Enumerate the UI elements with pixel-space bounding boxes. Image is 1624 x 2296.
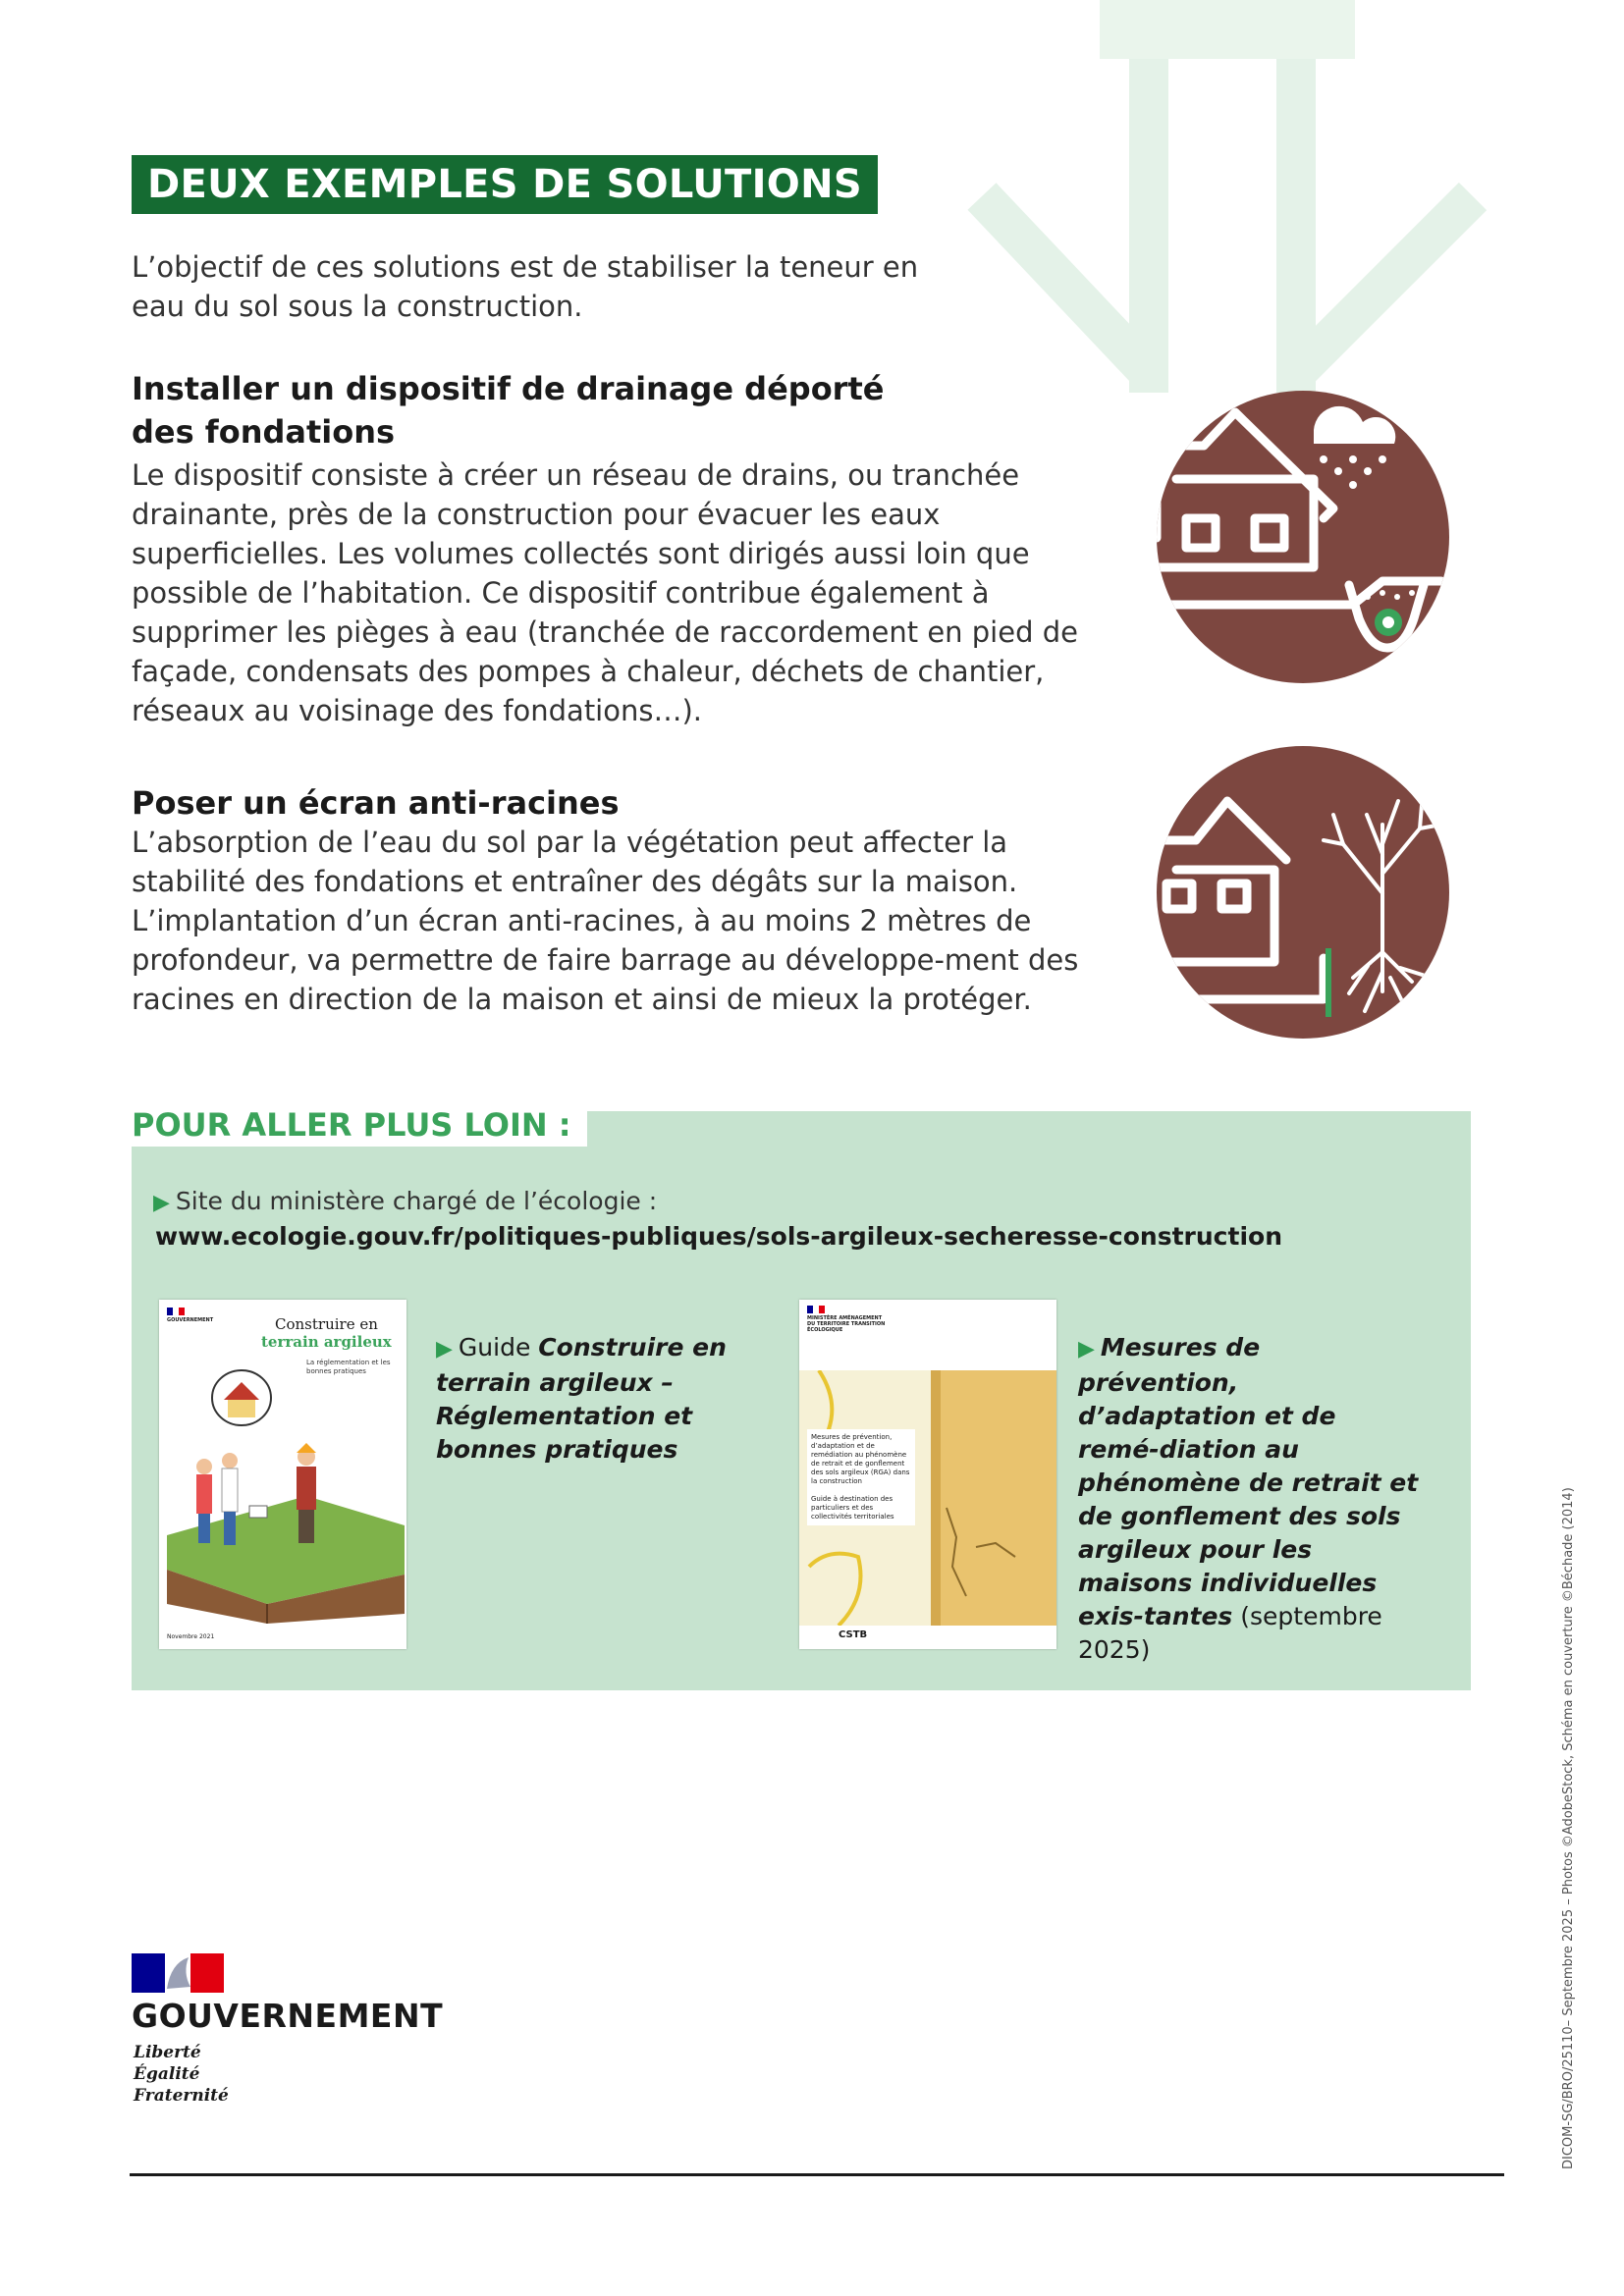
house-drainage-icon xyxy=(1157,391,1449,683)
construction-site-illustration xyxy=(159,1359,406,1624)
marianne-flag-icon xyxy=(132,1953,224,1993)
motto xyxy=(134,2042,229,2107)
credits-text: DICOM-SG/BRO/25110– Septembre 2025 – Photos ©AdobeStock, Schéma en couverture ©Béchade (2014) xyxy=(1561,1487,1576,2169)
guide-1-prefix: Guide xyxy=(458,1333,531,1362)
site-label: Site du ministère chargé de l’écologie : xyxy=(175,1187,658,1215)
motto-fraternite: Fraternité xyxy=(134,2086,229,2106)
motto-liberte: Liberté xyxy=(134,2043,201,2062)
cover-title-text: Mesures de prévention, d’adaptation et de remédiation au phénomène de retrait et de gonflement des sols argileux (RGA) dans la construction xyxy=(811,1433,910,1485)
guide-1-description xyxy=(436,1331,731,1467)
further-reading-box xyxy=(132,1111,1471,1690)
guide-1-cover[interactable] xyxy=(159,1300,406,1649)
flag-icon xyxy=(167,1308,185,1315)
guide-2-date: (septembre 2025) xyxy=(1078,1602,1382,1664)
cstb-logo: CSTB xyxy=(839,1629,868,1640)
cover-title-line-2: terrain argileux xyxy=(261,1333,392,1351)
triangle-bullet-icon: ▶ xyxy=(153,1191,170,1215)
solution-2-body: L’absorption de l’eau du sol par la végétation peut affecter la stabilité des fondations et entraîner des dégâts sur la maison. L’implantation d’un écran anti-racines, à au moins 2 mètres de profondeur, va permettre de faire barrage au développe-ment des racines en direction de la maison et ainsi de mieux la protéger. xyxy=(132,826,1079,1016)
background-arrow-decoration xyxy=(923,0,1591,412)
cover-gov-label: GOUVERNEMENT xyxy=(167,1317,214,1323)
cover-subtitle: La réglementation et les bonnes pratiques xyxy=(306,1359,391,1375)
cover-title-line-1: Construire en xyxy=(275,1315,378,1333)
triangle-bullet-icon: ▶ xyxy=(436,1337,453,1362)
guide-2-cover[interactable] xyxy=(799,1300,1056,1649)
site-line xyxy=(153,1184,657,1221)
motto-egalite: Égalité xyxy=(134,2064,200,2084)
solution-2-title: Poser un écran anti-racines xyxy=(132,784,620,822)
cover-date: Novembre 2021 xyxy=(167,1633,215,1640)
guide-1-title[interactable]: Construire en terrain argileux – Réglementation et bonnes pratiques xyxy=(436,1333,727,1464)
flag-icon xyxy=(807,1306,825,1313)
cover-subtitle-text: Guide à destination des particuliers et des collectivités territoriales xyxy=(811,1495,894,1521)
solution-1-body: Le dispositif consiste à créer un réseau de drains, ou tranchée drainante, près de la construction pour évacuer les eaux superficielles. Les volumes collectés sont dirigés aussi loin que possible de l’habitation. Ce dispositif contribue également à supprimer les pièges à eau (tranchée de raccordement en pied de façade, condensats des pompes à chaleur, déchets de chantier, réseaux au voisinage des fondations…). xyxy=(132,458,1078,727)
triangle-bullet-icon: ▶ xyxy=(1078,1337,1095,1362)
cover-title xyxy=(807,1429,915,1525)
cover-ministry: MINISTÈRE AMÉNAGEMENT DU TERRITOIRE TRANSITION ÉCOLOGIQUE xyxy=(807,1315,886,1333)
bottom-rule xyxy=(130,2173,1504,2176)
guide-2-description xyxy=(1078,1331,1422,1667)
section-title: DEUX EXEMPLES DE SOLUTIONS xyxy=(132,155,878,214)
solution-1-title: Installer un dispositif de drainage déporté des fondations xyxy=(132,370,885,451)
intro-text: L’objectif de ces solutions est de stabiliser la teneur en eau du sol sous la construction. xyxy=(132,250,919,323)
guide-2-title[interactable]: Mesures de prévention, d’adaptation et de remé-diation au phénomène de retrait et de gonflement des sols argileux pour les maisons individuelles exis-tantes xyxy=(1078,1333,1419,1630)
site-url-link[interactable]: www.ecologie.gouv.fr/politiques-publiques/sols-argileux-secheresse-construction xyxy=(155,1222,1282,1251)
government-name: GOUVERNEMENT xyxy=(132,1997,444,2035)
house-tree-roots-icon xyxy=(1157,746,1449,1039)
further-reading-title: POUR ALLER PLUS LOIN : xyxy=(132,1103,587,1147)
